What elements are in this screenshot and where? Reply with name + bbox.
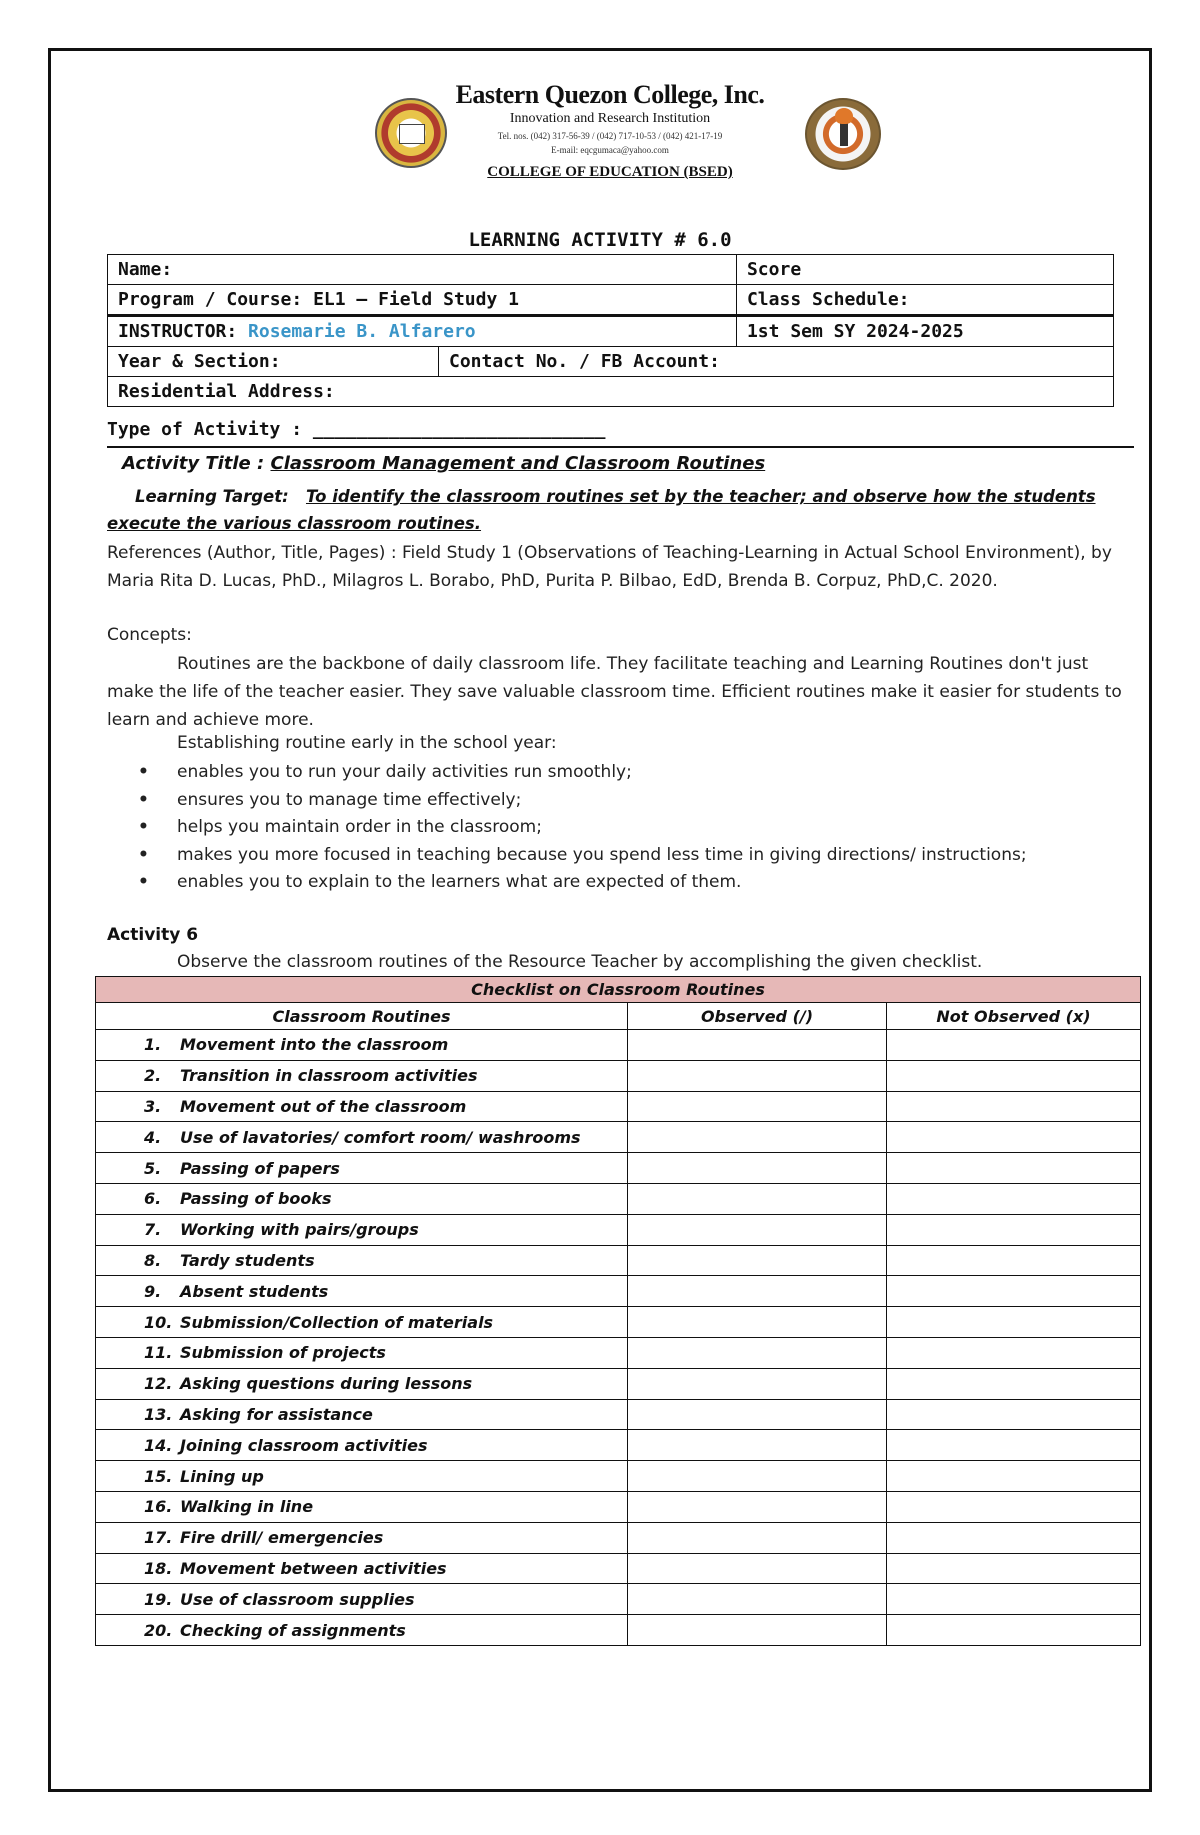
routine-item bbox=[96, 1030, 628, 1061]
education-torch-seal-icon bbox=[805, 98, 881, 170]
routine-text: Fire drill/ emergencies bbox=[180, 1528, 384, 1548]
routine-text: Working with pairs/groups bbox=[180, 1220, 419, 1240]
observed-cell[interactable] bbox=[628, 1060, 887, 1091]
routine-item bbox=[96, 1307, 628, 1338]
activity-title bbox=[122, 453, 765, 474]
observed-cell[interactable] bbox=[628, 1337, 887, 1368]
routine-text: Movement between activities bbox=[180, 1558, 447, 1578]
list-item: • makes you more focused in teaching because you spend less time in giving directions/ instructions; bbox=[107, 842, 1027, 870]
table-row bbox=[96, 1307, 1141, 1338]
not-observed-cell[interactable] bbox=[887, 1615, 1141, 1646]
references: References (Author, Title, Pages) : Field Study 1 (Observations of Teaching-Learning in Actual School Environment), by Maria Rita D. Lucas, PhD., Milagros L. Borabo, PhD, Purita P. Bilbao, EdD, Brenda B. Corpuz, PhD,C. 2020. bbox=[107, 543, 1112, 591]
college-seal-icon bbox=[375, 98, 447, 168]
routine-number: 20. bbox=[144, 1620, 173, 1640]
routine-text: Passing of papers bbox=[180, 1158, 340, 1178]
table-row bbox=[96, 1214, 1141, 1245]
observed-cell[interactable] bbox=[628, 1461, 887, 1492]
benefits-list bbox=[107, 759, 1027, 897]
routine-item bbox=[96, 1399, 628, 1430]
observed-cell[interactable] bbox=[628, 1183, 887, 1214]
routine-item bbox=[96, 1368, 628, 1399]
routine-number: 11. bbox=[144, 1343, 173, 1363]
table-row bbox=[96, 1153, 1141, 1184]
table-row bbox=[96, 1461, 1141, 1492]
activity-title-label: Activity Title : bbox=[122, 453, 271, 474]
not-observed-cell[interactable] bbox=[887, 1461, 1141, 1492]
type-of-activity[interactable]: Type of Activity : ___________________________ bbox=[107, 419, 606, 440]
list-item: • helps you maintain order in the classroom; bbox=[107, 814, 1027, 842]
not-observed-cell[interactable] bbox=[887, 1430, 1141, 1461]
activity-title-value: Classroom Management and Classroom Routines bbox=[270, 453, 766, 474]
not-observed-cell[interactable] bbox=[887, 1337, 1141, 1368]
routine-text: Use of classroom supplies bbox=[180, 1589, 415, 1609]
not-observed-cell[interactable] bbox=[887, 1153, 1141, 1184]
email-address: E-mail: eqcgumaca@yahoo.com bbox=[551, 145, 669, 155]
learning-target-label: Learning Target: bbox=[135, 487, 289, 506]
concepts-label: Concepts: bbox=[107, 625, 192, 645]
routine-item bbox=[96, 1522, 628, 1553]
table-row bbox=[96, 1245, 1141, 1276]
table-row bbox=[96, 1030, 1141, 1061]
observed-cell[interactable] bbox=[628, 1153, 887, 1184]
table-row bbox=[96, 1368, 1141, 1399]
routine-number: 14. bbox=[144, 1435, 173, 1455]
routine-number: 19. bbox=[144, 1589, 173, 1609]
routine-item bbox=[96, 1584, 628, 1615]
student-info-table bbox=[107, 254, 1114, 407]
not-observed-cell[interactable] bbox=[887, 1245, 1141, 1276]
routine-number: 5. bbox=[144, 1158, 162, 1178]
routine-item bbox=[96, 1091, 628, 1122]
department-name: COLLEGE OF EDUCATION (BSED) bbox=[487, 164, 733, 180]
routine-number: 1. bbox=[144, 1035, 162, 1055]
routine-number: 9. bbox=[144, 1281, 162, 1301]
table-row bbox=[96, 1122, 1141, 1153]
table-row bbox=[96, 1060, 1141, 1091]
contact-fb-field[interactable]: Contact No. / FB Account: bbox=[439, 347, 1114, 377]
routine-item bbox=[96, 1491, 628, 1522]
divider bbox=[107, 446, 1134, 448]
routine-text: Transition in classroom activities bbox=[180, 1066, 478, 1086]
routine-text: Asking questions during lessons bbox=[180, 1374, 473, 1394]
routine-text: Use of lavatories/ comfort room/ washrooms bbox=[180, 1127, 581, 1147]
observed-cell[interactable] bbox=[628, 1399, 887, 1430]
not-observed-cell[interactable] bbox=[887, 1060, 1141, 1091]
routine-item bbox=[96, 1122, 628, 1153]
observed-cell[interactable] bbox=[628, 1245, 887, 1276]
not-observed-cell[interactable] bbox=[887, 1399, 1141, 1430]
table-row bbox=[96, 1430, 1141, 1461]
routine-item bbox=[96, 1615, 628, 1646]
observed-cell[interactable] bbox=[628, 1491, 887, 1522]
column-header-observed: Observed (/) bbox=[628, 1003, 887, 1030]
page-title: LEARNING ACTIVITY # 6.0 bbox=[468, 229, 732, 251]
checklist-caption: Checklist on Classroom Routines bbox=[96, 977, 1141, 1003]
routine-number: 3. bbox=[144, 1096, 162, 1116]
not-observed-cell[interactable] bbox=[887, 1276, 1141, 1307]
routine-number: 6. bbox=[144, 1189, 162, 1209]
column-header-not-observed: Not Observed (x) bbox=[887, 1003, 1141, 1030]
observed-cell[interactable] bbox=[628, 1307, 887, 1338]
routine-item bbox=[96, 1276, 628, 1307]
routine-text: Movement out of the classroom bbox=[180, 1096, 467, 1116]
routine-number: 16. bbox=[144, 1497, 173, 1517]
learning-target bbox=[107, 483, 1107, 537]
name-field[interactable]: Name: bbox=[108, 255, 737, 285]
college-name: Eastern Quezon College, Inc. bbox=[455, 80, 765, 109]
table-row bbox=[96, 1183, 1141, 1214]
routine-item bbox=[96, 1337, 628, 1368]
table-row bbox=[96, 1522, 1141, 1553]
observed-cell[interactable] bbox=[628, 1030, 887, 1061]
routine-number: 10. bbox=[144, 1312, 173, 1332]
not-observed-cell[interactable] bbox=[887, 1584, 1141, 1615]
routine-number: 7. bbox=[144, 1220, 162, 1240]
not-observed-cell[interactable] bbox=[887, 1091, 1141, 1122]
instructor-label: INSTRUCTOR: bbox=[118, 321, 249, 342]
activity-6-instruction: Observe the classroom routines of the Resource Teacher by accomplishing the given checklist. bbox=[177, 952, 983, 972]
routine-text: Tardy students bbox=[180, 1250, 315, 1270]
table-row bbox=[96, 1091, 1141, 1122]
routine-text: Passing of books bbox=[180, 1189, 332, 1209]
table-row bbox=[96, 1337, 1141, 1368]
contact-numbers: Tel. nos. (042) 317-56-39 / (042) 717-10-53 / (042) 421-17-19 bbox=[497, 131, 723, 141]
routine-item bbox=[96, 1060, 628, 1091]
not-observed-cell[interactable] bbox=[887, 1183, 1141, 1214]
observed-cell[interactable] bbox=[628, 1553, 887, 1584]
routine-number: 13. bbox=[144, 1404, 173, 1424]
observed-cell[interactable] bbox=[628, 1584, 887, 1615]
not-observed-cell[interactable] bbox=[887, 1491, 1141, 1522]
table-row bbox=[96, 1553, 1141, 1584]
table-row bbox=[96, 1276, 1141, 1307]
routine-number: 15. bbox=[144, 1466, 173, 1486]
routine-item bbox=[96, 1153, 628, 1184]
routine-text: Joining classroom activities bbox=[180, 1435, 428, 1455]
routine-text: Lining up bbox=[180, 1466, 264, 1486]
not-observed-cell[interactable] bbox=[887, 1553, 1141, 1584]
list-item: • enables you to explain to the learners what are expected of them. bbox=[107, 869, 1027, 897]
observed-cell[interactable] bbox=[628, 1430, 887, 1461]
table-row bbox=[96, 1491, 1141, 1522]
routine-number: 18. bbox=[144, 1558, 173, 1578]
instructor-field bbox=[108, 316, 737, 347]
observed-cell[interactable] bbox=[628, 1214, 887, 1245]
observed-cell[interactable] bbox=[628, 1276, 887, 1307]
routine-text: Absent students bbox=[180, 1281, 329, 1301]
routine-item bbox=[96, 1183, 628, 1214]
column-header-routines: Classroom Routines bbox=[96, 1003, 628, 1030]
routine-text: Submission of projects bbox=[180, 1343, 386, 1363]
not-observed-cell[interactable] bbox=[887, 1368, 1141, 1399]
routine-item bbox=[96, 1553, 628, 1584]
not-observed-cell[interactable] bbox=[887, 1522, 1141, 1553]
observed-cell[interactable] bbox=[628, 1122, 887, 1153]
routine-item bbox=[96, 1430, 628, 1461]
routine-number: 2. bbox=[144, 1066, 162, 1086]
routine-number: 4. bbox=[144, 1127, 162, 1147]
routine-number: 8. bbox=[144, 1250, 162, 1270]
routine-text: Checking of assignments bbox=[180, 1620, 406, 1640]
learning-target-text: To identify the classroom routines set by the teacher; and observe how the students execute the various classroom routines. bbox=[107, 487, 1096, 533]
observed-cell[interactable] bbox=[628, 1368, 887, 1399]
routine-number: 12. bbox=[144, 1374, 173, 1394]
table-row bbox=[96, 1615, 1141, 1646]
program-field: Program / Course: EL1 – Field Study 1 bbox=[108, 285, 737, 316]
year-section-field[interactable]: Year & Section: bbox=[108, 347, 439, 377]
not-observed-cell[interactable] bbox=[887, 1122, 1141, 1153]
routine-text: Submission/Collection of materials bbox=[180, 1312, 494, 1332]
concepts-paragraph: Routines are the backbone of daily classroom life. They facilitate teaching and Learning Routines don't just make the life of the teacher easier. They save valuable classroom time. Efficient routines make it easier for students to learn and achieve more. bbox=[107, 654, 1122, 730]
routine-number: 17. bbox=[144, 1528, 173, 1548]
routine-item bbox=[96, 1245, 628, 1276]
routine-text: Walking in line bbox=[180, 1497, 314, 1517]
class-schedule-field[interactable]: Class Schedule: bbox=[736, 285, 1113, 316]
not-observed-cell[interactable] bbox=[887, 1214, 1141, 1245]
table-row bbox=[96, 1399, 1141, 1430]
observed-cell[interactable] bbox=[628, 1615, 887, 1646]
routine-text: Movement into the classroom bbox=[180, 1035, 449, 1055]
routines-checklist bbox=[95, 976, 1141, 1646]
residential-address-field[interactable]: Residential Address: bbox=[108, 377, 1114, 407]
semester-field: 1st Sem SY 2024-2025 bbox=[736, 316, 1113, 347]
instructor-name: Rosemarie B. Alfarero bbox=[248, 321, 476, 342]
not-observed-cell[interactable] bbox=[887, 1307, 1141, 1338]
activity-6-heading: Activity 6 bbox=[107, 925, 199, 945]
list-item: • enables you to run your daily activities run smoothly; bbox=[107, 759, 1027, 787]
observed-cell[interactable] bbox=[628, 1522, 887, 1553]
observed-cell[interactable] bbox=[628, 1091, 887, 1122]
routine-item bbox=[96, 1461, 628, 1492]
table-row bbox=[96, 1584, 1141, 1615]
establishing-routine: Establishing routine early in the school year: bbox=[177, 733, 557, 753]
routine-text: Asking for assistance bbox=[180, 1404, 373, 1424]
list-item: • ensures you to manage time effectively; bbox=[107, 787, 1027, 815]
routine-item bbox=[96, 1214, 628, 1245]
institute-name: Innovation and Research Institution bbox=[509, 111, 711, 126]
not-observed-cell[interactable] bbox=[887, 1030, 1141, 1061]
score-field[interactable]: Score bbox=[736, 255, 1113, 285]
